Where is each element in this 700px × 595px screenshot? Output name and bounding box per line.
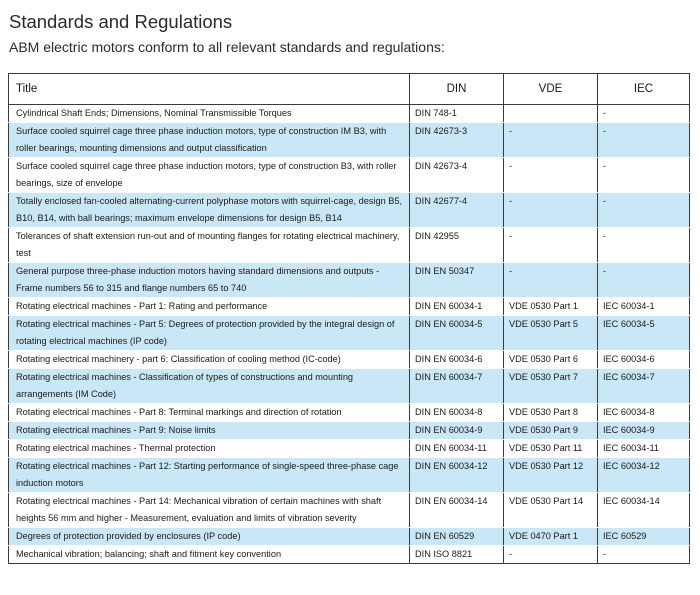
iec-number: IEC 60034-7 [598, 369, 690, 404]
din-number: DIN ISO 8821 [410, 546, 504, 564]
din-number: DIN EN 60034-8 [410, 404, 504, 422]
vde-number: VDE 0530 Part 8 [504, 404, 598, 422]
din-number: DIN EN 60034-11 [410, 440, 504, 458]
table-row [9, 228, 690, 263]
standard-title: Rotating electrical machines - Classification of types of constructions and mounting arrangements (IM Code) [9, 369, 410, 404]
vde-number: VDE 0530 Part 12 [504, 458, 598, 493]
din-number: DIN 42677-4 [410, 193, 504, 228]
table-row [9, 546, 690, 564]
din-number: DIN 748-1 [410, 105, 504, 123]
din-number: DIN 42673-4 [410, 158, 504, 193]
standards-table [8, 73, 690, 564]
iec-number: - [598, 263, 690, 298]
table-row [9, 316, 690, 351]
vde-number: - [504, 193, 598, 228]
iec-number: IEC 60034-14 [598, 493, 690, 528]
table-row [9, 158, 690, 193]
standard-title: Mechanical vibration; balancing; shaft and fitment key convention [9, 546, 410, 564]
din-number: DIN EN 60034-5 [410, 316, 504, 351]
vde-number: - [504, 123, 598, 158]
iec-number: IEC 60034-5 [598, 316, 690, 351]
standard-title: General purpose three-phase induction motors having standard dimensions and outputs - Frame numbers 56 to 315 and flange numbers 65 to 740 [9, 263, 410, 298]
din-number: DIN EN 60034-9 [410, 422, 504, 440]
table-header-row [9, 74, 690, 105]
standard-title: Rotating electrical machines - Thermal protection [9, 440, 410, 458]
vde-number: - [504, 546, 598, 564]
din-number: DIN EN 60034-1 [410, 298, 504, 316]
vde-number: - [504, 158, 598, 193]
vde-number: - [504, 263, 598, 298]
vde-number [504, 105, 598, 123]
iec-number: IEC 60034-11 [598, 440, 690, 458]
vde-number: VDE 0530 Part 1 [504, 298, 598, 316]
table-row [9, 105, 690, 123]
din-number: DIN 42955 [410, 228, 504, 263]
table-row [9, 369, 690, 404]
din-number: DIN EN 60034-12 [410, 458, 504, 493]
standard-title: Rotating electrical machines - Part 9: Noise limits [9, 422, 410, 440]
din-number: DIN EN 50347 [410, 263, 504, 298]
vde-number: VDE 0530 Part 14 [504, 493, 598, 528]
table-row [9, 193, 690, 228]
din-number: DIN 42673-3 [410, 123, 504, 158]
iec-number: - [598, 158, 690, 193]
standard-title: Surface cooled squirrel cage three phase induction motors, type of construction B3, with roller bearings, size of envelope [9, 158, 410, 193]
standard-title: Degrees of protection provided by enclosures (IP code) [9, 528, 410, 546]
iec-number: - [598, 193, 690, 228]
iec-number: - [598, 123, 690, 158]
iec-number: IEC 60034-8 [598, 404, 690, 422]
vde-number: - [504, 228, 598, 263]
table-row [9, 263, 690, 298]
column-header-title: Title [9, 74, 410, 105]
vde-number: VDE 0530 Part 7 [504, 369, 598, 404]
iec-number: IEC 60034-1 [598, 298, 690, 316]
table-row [9, 351, 690, 369]
vde-number: VDE 0530 Part 6 [504, 351, 598, 369]
table-row [9, 298, 690, 316]
standard-title: Totally enclosed fan-cooled alternating-current polyphase motors with squirrel-cage, design B5, B10, B14, with ball bearings; maximum envelope dimensions for design B5, B14 [9, 193, 410, 228]
vde-number: VDE 0530 Part 5 [504, 316, 598, 351]
standard-title: Rotating electrical machines - Part 14: Mechanical vibration of certain machines with shaft heights 56 mm and higher - Measurement, evaluation and limits of vibration severity [9, 493, 410, 528]
page-title: Standards and Regulations [9, 11, 233, 32]
table-row [9, 404, 690, 422]
column-header-iec: IEC [598, 74, 690, 105]
iec-number: - [598, 546, 690, 564]
table-row [9, 528, 690, 546]
standard-title: Rotating electrical machines - Part 1: Rating and performance [9, 298, 410, 316]
table-row [9, 458, 690, 493]
vde-number: VDE 0530 Part 9 [504, 422, 598, 440]
table-row [9, 493, 690, 528]
standard-title: Rotating electrical machines - Part 12: Starting performance of single-speed three-phase cage induction motors [9, 458, 410, 493]
standard-title: Cylindrical Shaft Ends; Dimensions, Nominal Transmissible Torques [9, 105, 410, 123]
iec-number: IEC 60034-12 [598, 458, 690, 493]
vde-number: VDE 0470 Part 1 [504, 528, 598, 546]
standard-title: Tolerances of shaft extension run-out and of mounting flanges for rotating electrical machinery, test [9, 228, 410, 263]
column-header-vde: VDE [504, 74, 598, 105]
column-header-din: DIN [410, 74, 504, 105]
table-row [9, 422, 690, 440]
vde-number: VDE 0530 Part 11 [504, 440, 598, 458]
table-row [9, 123, 690, 158]
page-subtitle: ABM electric motors conform to all relevant standards and regulations: [9, 39, 445, 55]
iec-number: IEC 60034-9 [598, 422, 690, 440]
standard-title: Surface cooled squirrel cage three phase induction motors, type of construction IM B3, with roller bearings, mounting dimensions and output classification [9, 123, 410, 158]
din-number: DIN EN 60034-14 [410, 493, 504, 528]
iec-number: - [598, 228, 690, 263]
iec-number: IEC 60529 [598, 528, 690, 546]
standard-title: Rotating electrical machines - Part 8: Terminal markings and direction of rotation [9, 404, 410, 422]
din-number: DIN EN 60034-6 [410, 351, 504, 369]
table-row [9, 440, 690, 458]
iec-number: - [598, 105, 690, 123]
standard-title: Rotating electrical machinery - part 6: Classification of cooling method (IC-code) [9, 351, 410, 369]
iec-number: IEC 60034-6 [598, 351, 690, 369]
din-number: DIN EN 60529 [410, 528, 504, 546]
din-number: DIN EN 60034-7 [410, 369, 504, 404]
standard-title: Rotating electrical machines - Part 5: Degrees of protection provided by the integral design of rotating electrical machines (IP code) [9, 316, 410, 351]
